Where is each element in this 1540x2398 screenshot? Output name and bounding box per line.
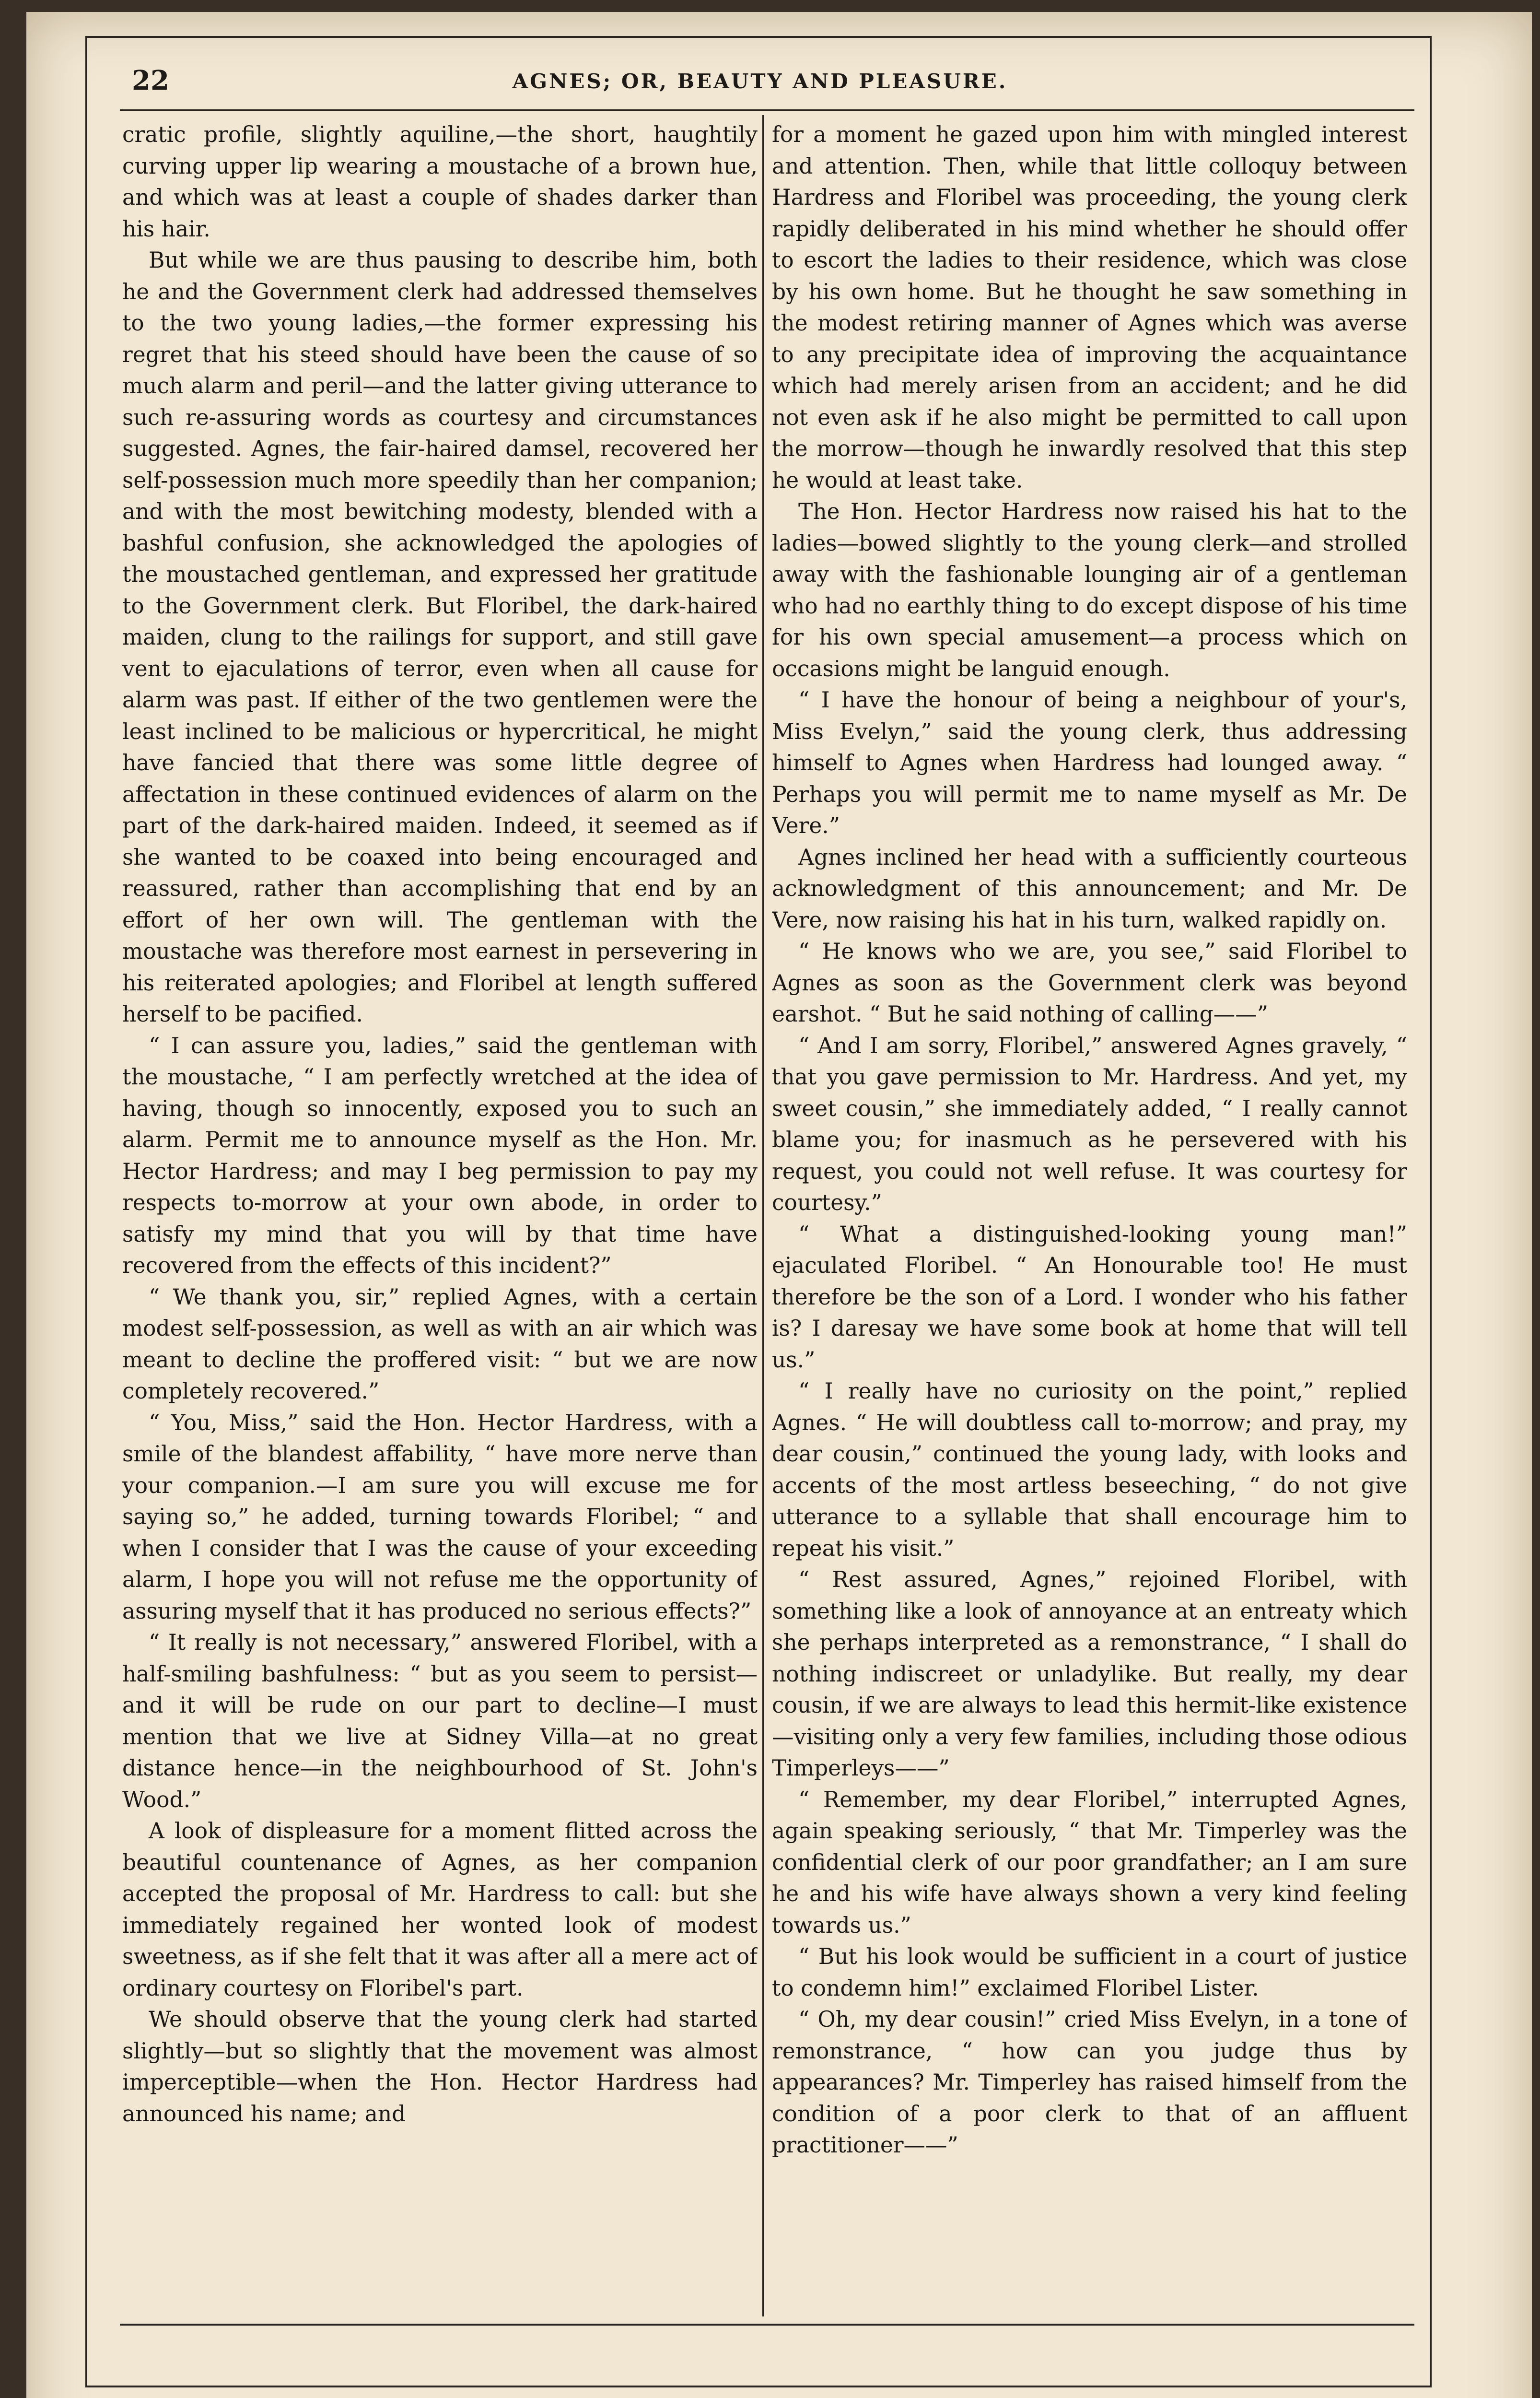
page-header <box>103 65 1417 103</box>
paragraph: “ I have the honour of being a neighbour of your's, Miss Evelyn,” said the young clerk, thus addressing himself to Agnes when Hardress had lounged away. “ Perhaps you will permit me to name myself as Mr. De Vere.” <box>772 687 1407 838</box>
page-number: 22 <box>132 65 169 96</box>
paragraph: “ Oh, my dear cousin!” cried Miss Evelyn, in a tone of remonstrance, “ how can you judge thus by appearances? Mr. Timperley has raised himself from the condition of a poor clerk to that of an affluent practitioner——” <box>772 2007 1407 2158</box>
paragraph: A look of displeasure for a moment flitted across the beautiful countenance of Agnes, as her companion accepted the proposal of Mr. Hardress to call: but she immediately regained her wonted look of modest sweetness, as if she felt that it was after all a mere act of ordinary courtesy on Floribel's part. <box>122 1818 758 2001</box>
paragraph: “ It really is not necessary,” answered Floribel, with a half-smiling bashfulness: “ but as you seem to persist—and it will be rude on our part to decline—I must mention that we live at Sidney Villa—at no great distance hence—in the neighbourhood of St. John's Wood.” <box>122 1630 758 1812</box>
right-column <box>772 119 1407 2316</box>
paragraph: “ Rest assured, Agnes,” rejoined Floribel, with something like a look of annoyance at an entreaty which she perhaps interpreted as a remonstrance, “ I shall do nothing indiscreet or unladylike. But really, my dear cousin, if we are always to lead this hermit-like existence—visiting only a very few families, including those odious Timperleys——” <box>772 1567 1407 1781</box>
column-divider <box>762 115 764 2316</box>
paragraph: cratic profile, slightly aquiline,—the short, haughtily curving upper lip wearing a moustache of a brown hue, and which was at least a couple of shades darker than his hair. <box>122 122 758 242</box>
paragraph: “ We thank you, sir,” replied Agnes, with a certain modest self-possession, as well as with an air which was meant to decline the proffered visit: “ but we are now completely recovered.” <box>122 1284 758 1404</box>
paragraph: “ And I am sorry, Floribel,” answered Agnes gravely, “ that you gave permission to Mr. Hardress. And yet, my sweet cousin,” she immediately added, “ I really cannot blame you; for inasmuch as he persevered with his request, you could not well refuse. It was courtesy for courtesy.” <box>772 1033 1407 1215</box>
paragraph: But while we are thus pausing to describe him, both he and the Government clerk had addressed themselves to the two young ladies,—the former expressing his regret that his steed should have been the cause of so much alarm and peril—and the latter giving utterance to such re-assuring words as courtesy and circumstances suggested. Agnes, the fair-haired damsel, recovered her self-possession much more speedily than her companion; and with the most bewitching modesty, blended with a bashful confusion, she acknowledged the apologies of the moustached gentleman, and expressed her gratitude to the Government clerk. But Floribel, the dark-haired maiden, clung to the railings for support, and still gave vent to ejaculations of terror, even when all cause for alarm was past. If either of the two gentlemen were the least inclined to be malicious or hypercritical, he might have fancied that there was some little degree of affectation in these continued evidences of alarm on the part of the dark-haired maiden. Indeed, it seemed as if she wanted to be coaxed into being encouraged and reassured, rather than accomplishing that end by an effort of her own will. The gentleman with the moustache was therefore most earnest in persevering in his reiterated apologies; and Floribel at length suffered herself to be pacified. <box>122 247 758 1027</box>
paragraph: “ You, Miss,” said the Hon. Hector Hardress, with a smile of the blandest affability, “ have more nerve than your companion.—I am sure you will excuse me for saying so,” he added, turning towards Floribel; “ and when I consider that I was the cause of your exceeding alarm, I hope you will not refuse me the opportunity of assuring myself that it has produced no serious effects?” <box>122 1410 758 1624</box>
paragraph: Agnes inclined her head with a sufficiently courteous acknowledgment of this announcement; and Mr. De Vere, now raising his hat in his turn, walked rapidly on. <box>772 844 1407 933</box>
paragraph: We should observe that the young clerk had started slightly—but so slightly that the movement was almost imperceptible—when the Hon. Hector Hardress had announced his name; and <box>122 2007 758 2127</box>
paragraph: “ What a distinguished-looking young man!” ejaculated Floribel. “ An Honourable too! He must therefore be the son of a Lord. I wonder who his father is? I daresay we have some book at home that will tell us.” <box>772 1221 1407 1373</box>
paragraph: “ He knows who we are, you see,” said Floribel to Agnes as soon as the Government clerk was beyond earshot. “ But he said nothing of calling——” <box>772 939 1407 1027</box>
running-head: AGNES; OR, BEAUTY AND PLEASURE. <box>512 70 1008 93</box>
paragraph: “ But his look would be sufficient in a court of justice to condemn him!” exclaimed Floribel Lister. <box>772 1944 1407 2001</box>
paragraph: The Hon. Hector Hardress now raised his hat to the ladies—bowed slightly to the young clerk—and strolled away with the fashionable lounging air of a gentleman who had no earthly thing to do except dispose of his time for his own special amusement—a process which on occasions might be languid enough. <box>772 499 1407 682</box>
left-column <box>122 119 758 2316</box>
paragraph: “ Remember, my dear Floribel,” interrupted Agnes, again speaking seriously, “ that Mr. Timperley was the confidential clerk of our poor grandfather; an I am sure he and his wife have always shown a very kind feeling towards us.” <box>772 1787 1407 1938</box>
paragraph: for a moment he gazed upon him with mingled interest and attention. Then, while that little colloquy between Hardress and Floribel was proceeding, the young clerk rapidly deliberated in his mind whether he should offer to escort the ladies to their residence, which was close by his own home. But he thought he saw something in the modest retiring manner of Agnes which was averse to any precipitate idea of improving the acquaintance which had merely arisen from an accident; and he did not even ask if he also might be permitted to call upon the morrow—though he inwardly resolved that this step he would at least take. <box>772 122 1407 493</box>
header-rule <box>120 109 1414 111</box>
paragraph: “ I can assure you, ladies,” said the gentleman with the moustache, “ I am perfectly wretched at the idea of having, though so innocently, exposed you to such an alarm. Permit me to announce myself as the Hon. Mr. Hector Hardress; and may I beg permission to pay my respects to-morrow at your own abode, in order to satisfy my mind that you will by that time have recovered from the effects of this incident?” <box>122 1033 758 1278</box>
paragraph: “ I really have no curiosity on the point,” replied Agnes. “ He will doubtless call to-morrow; and pray, my dear cousin,” continued the young lady, with looks and accents of the most artless beseeching, “ do not give utterance to a syllable that shall encourage him to repeat his visit.” <box>772 1378 1407 1561</box>
bottom-rule <box>120 2324 1414 2326</box>
